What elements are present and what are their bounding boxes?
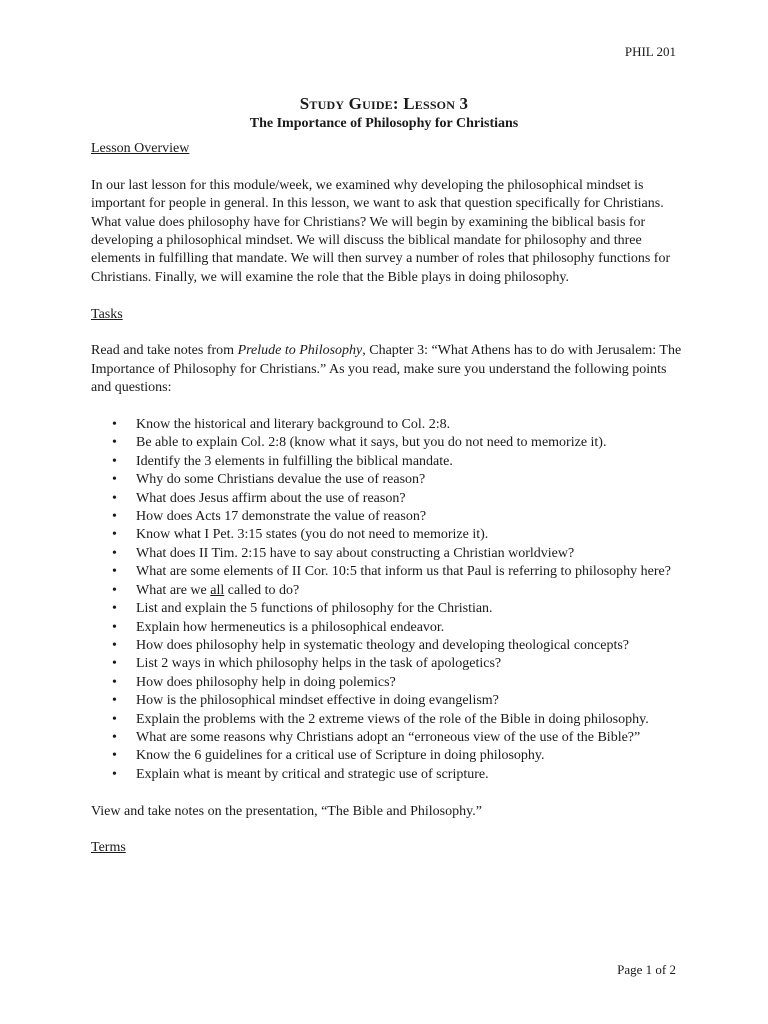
- list-item: [91, 471, 687, 489]
- bullet-icon: •: [112, 527, 117, 543]
- tasks-intro-after: , Chapter 3: “What Athens has to do with Jerusalem: The Importance of Philosophy for Christians.” As you read, make sure you understand the following points and questions:: [91, 343, 682, 396]
- tasks-intro-before: Read and take notes from: [91, 343, 238, 359]
- bullet-icon: •: [112, 729, 117, 745]
- bullet-icon: •: [112, 472, 117, 488]
- bullet-icon: •: [112, 509, 117, 525]
- bullet-icon: •: [112, 693, 117, 709]
- list-item-text: How does philosophy help in doing polemics?: [136, 674, 396, 690]
- bullet-icon: •: [112, 545, 117, 561]
- tasks-heading: Tasks: [91, 306, 123, 322]
- bullet-icon: •: [112, 490, 117, 506]
- overview-heading: Lesson Overview: [91, 141, 190, 156]
- presentation-note: View and take notes on the presentation, “The Bible and Philosophy.”: [91, 803, 482, 819]
- task-list: [91, 416, 687, 784]
- list-item: [91, 453, 687, 471]
- bullet-icon: •: [112, 656, 117, 672]
- list-item: [91, 508, 687, 526]
- course-code: PHIL 201: [624, 44, 676, 59]
- list-item-text: Know the historical and literary background to Col. 2:8.: [136, 417, 451, 433]
- bullet-icon: •: [112, 564, 117, 580]
- list-item: [91, 637, 687, 655]
- document-body: [91, 140, 687, 858]
- bullet-icon: •: [112, 674, 117, 690]
- list-item-text: How does philosophy help in systematic theology and developing theological concepts?: [136, 637, 630, 653]
- list-item-text: What are some reasons why Christians adopt an “erroneous view of the use of the Bible?”: [136, 729, 641, 745]
- overview-text: In our last lesson for this module/week, we examined why developing the philosophical mindset is important for people in general. In this lesson, we want to ask that question specifically for Christians. What value does philosophy have for Christians? We will begin by examining the biblical basis for developing a philosophical mindset. We will discuss the biblical mandate for philosophy and three elements in fulfilling that mandate. We will then survey a number of roles that philosophy functions for Christians. Finally, we will examine the role that the Bible plays in doing philosophy.: [91, 177, 671, 285]
- bullet-icon: •: [112, 417, 117, 433]
- list-item-text: Explain the problems with the 2 extreme views of the role of the Bible in doing philosophy.: [136, 711, 649, 727]
- list-item: [91, 729, 687, 747]
- list-item-text: What are we: [136, 582, 211, 598]
- page-title: Study Guide: Lesson 3: [299, 94, 469, 113]
- list-item: [91, 416, 687, 434]
- list-item: [91, 545, 687, 563]
- bullet-icon: •: [112, 453, 117, 469]
- list-item-text: Be able to explain Col. 2:8 (know what it says, but you do not need to memorize it).: [136, 435, 607, 451]
- list-item-text: What does II Tim. 2:15 have to say about constructing a Christian worldview?: [136, 545, 575, 561]
- list-item-text: Identify the 3 elements in fulfilling the biblical mandate.: [136, 453, 453, 469]
- bullet-icon: •: [112, 619, 117, 635]
- list-item-text-end: called to do?: [224, 582, 300, 598]
- list-item: [91, 563, 687, 581]
- list-item: [91, 490, 687, 508]
- list-item-text: Explain what is meant by critical and strategic use of scripture.: [136, 766, 489, 782]
- list-item: [91, 582, 687, 600]
- list-item: [91, 434, 687, 452]
- bullet-icon: •: [112, 601, 117, 617]
- list-item-text: How is the philosophical mindset effective in doing evangelism?: [136, 693, 499, 709]
- list-item-text: List and explain the 5 functions of philosophy for the Christian.: [136, 601, 493, 617]
- bullet-icon: •: [112, 637, 117, 653]
- bullet-icon: •: [112, 582, 117, 598]
- list-item: [91, 600, 687, 618]
- terms-heading: Terms: [91, 840, 126, 856]
- bullet-icon: •: [112, 435, 117, 451]
- bullet-icon: •: [112, 711, 117, 727]
- list-item: [91, 526, 687, 544]
- list-item-text: Why do some Christians devalue the use of reason?: [136, 472, 426, 488]
- list-item-text: List 2 ways in which philosophy helps in the task of apologetics?: [136, 656, 502, 672]
- list-item: [91, 619, 687, 637]
- list-item: [91, 655, 687, 673]
- list-item: [91, 692, 687, 710]
- book-title: Prelude to Philosophy: [237, 343, 363, 359]
- bullet-icon: •: [112, 766, 117, 782]
- list-item-text: How does Acts 17 demonstrate the value of reason?: [136, 509, 427, 525]
- list-item: [91, 766, 687, 784]
- tasks-intro: [91, 342, 687, 397]
- page-subtitle: The Importance of Philosophy for Christians: [249, 116, 519, 131]
- list-item-text: Explain how hermeneutics is a philosophical endeavor.: [136, 619, 445, 635]
- emphasis-underlined: all: [210, 582, 225, 598]
- bullet-icon: •: [112, 748, 117, 764]
- list-item-text: What does Jesus affirm about the use of reason?: [136, 490, 406, 506]
- list-item-text: Know the 6 guidelines for a critical use of Scripture in doing philosophy.: [136, 748, 545, 764]
- list-item: [91, 711, 687, 729]
- list-item-text: Know what I Pet. 3:15 states (you do not need to memorize it).: [136, 527, 489, 543]
- list-item: [91, 674, 687, 692]
- page-number: Page 1 of 2: [617, 962, 676, 977]
- list-item-text: What are some elements of II Cor. 10:5 that inform us that Paul is referring to philosophy here?: [136, 564, 671, 580]
- list-item: [91, 747, 687, 765]
